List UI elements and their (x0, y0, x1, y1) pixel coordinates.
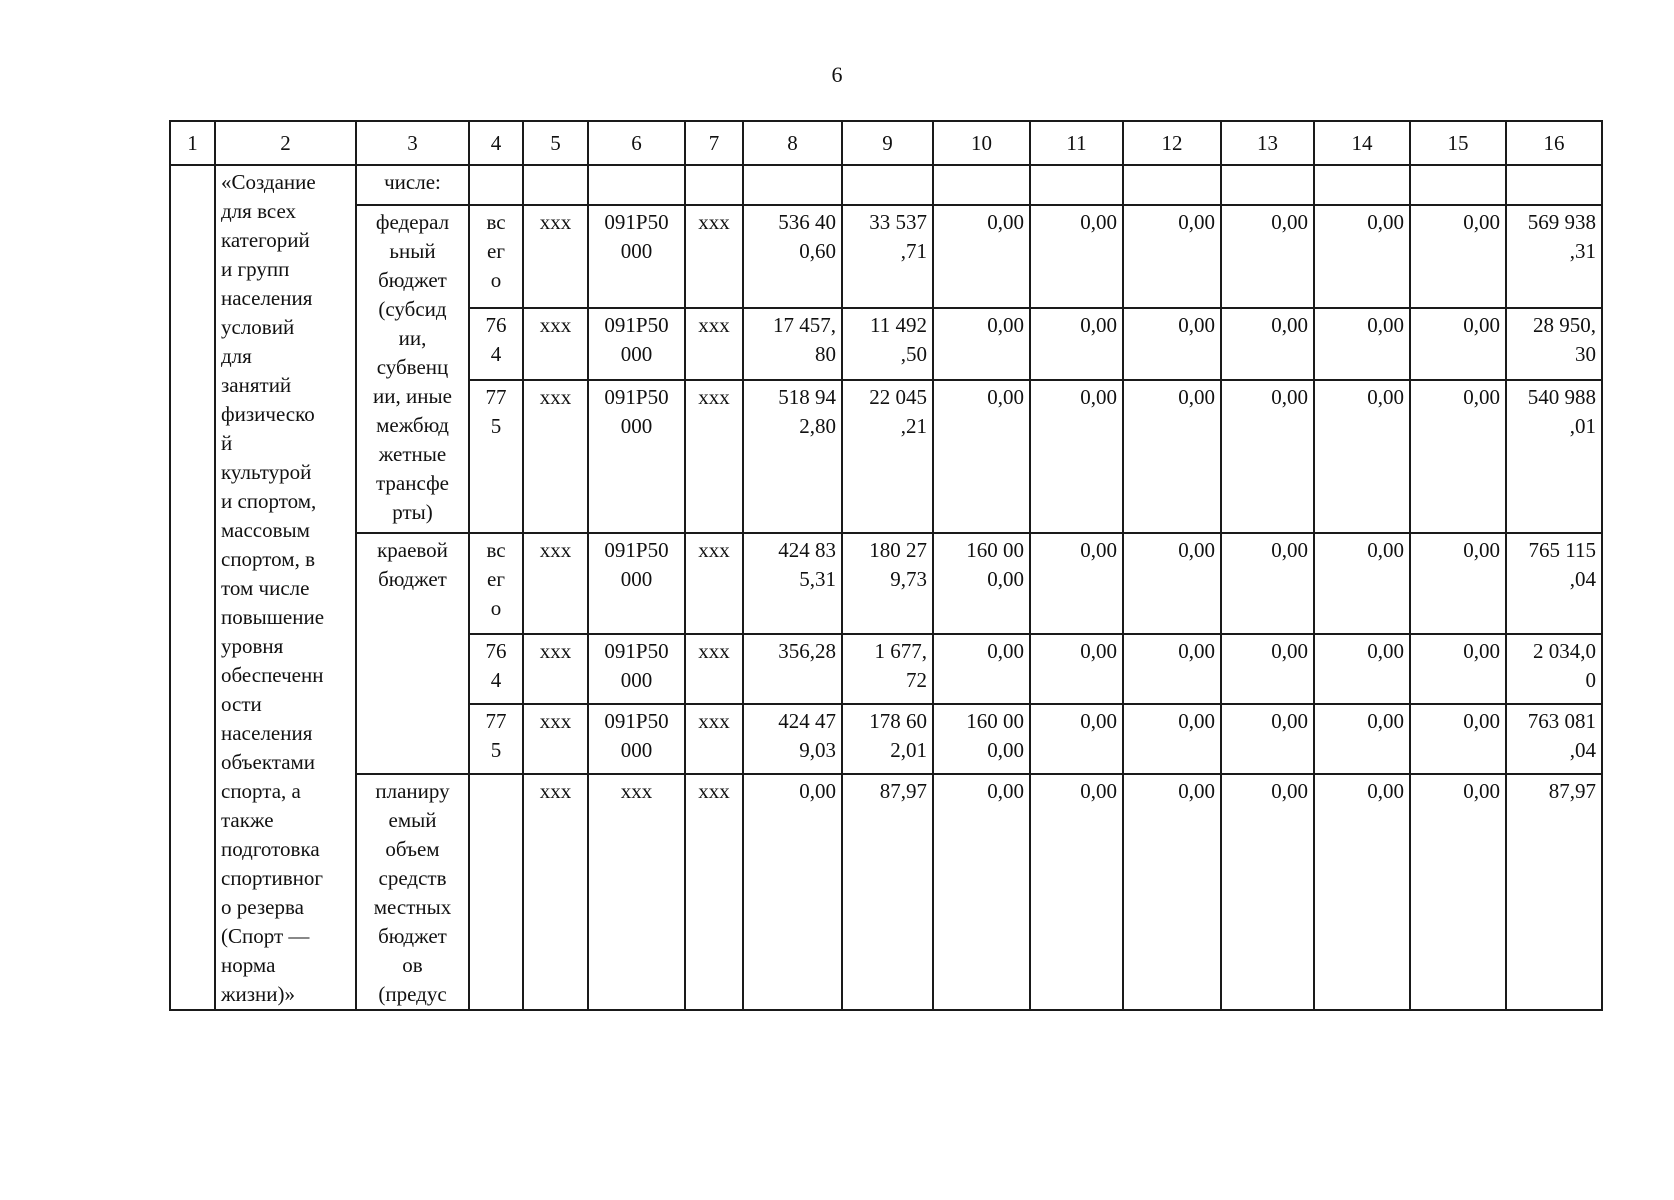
cell-col14: 0,00 (1314, 704, 1410, 774)
cell-col12: 0,00 (1123, 774, 1221, 1010)
cell-line: для (221, 344, 252, 368)
cell-col9 (842, 205, 933, 308)
cell-line: 0,00 (987, 313, 1024, 338)
cell-col4 (469, 774, 523, 1010)
empty-cell-col16 (1506, 165, 1602, 205)
cell-line: 2,01 (890, 738, 927, 762)
cell-col16 (1506, 308, 1602, 379)
cell-line: ег (487, 566, 505, 591)
source-federal (356, 205, 469, 533)
cell-line: 000 (620, 566, 653, 591)
cell-line: уровня (221, 634, 284, 658)
cell-col12: 0,00 (1123, 380, 1221, 533)
cell-line: 091Р50 (604, 210, 669, 234)
cell-line: жетные (378, 442, 447, 466)
cell-col15: 0,00 (1410, 205, 1506, 308)
cell-col16 (1506, 533, 1602, 635)
cell-col15: 0,00 (1410, 704, 1506, 774)
cell-line: ,04 (1569, 738, 1596, 762)
cell-line: 9,73 (890, 566, 927, 591)
cell-col7: ххх (685, 205, 743, 308)
cell-col7: ххх (685, 774, 743, 1010)
source-local (356, 774, 469, 1010)
empty-cell-col12 (1123, 165, 1221, 205)
cell-line: 765 115 (1528, 537, 1596, 562)
cell-col4 (469, 380, 523, 533)
cell-line: массовым (221, 518, 310, 542)
cell-line: 424 47 (778, 709, 836, 733)
header-col-14: 14 (1314, 121, 1410, 165)
cell-line: 000 (620, 413, 653, 438)
cell-col11: 0,00 (1030, 634, 1123, 704)
cell-col5: ххх (523, 774, 588, 1010)
cell-line: ег (487, 239, 505, 263)
empty-cell-col8 (743, 165, 842, 205)
header-col-12: 12 (1123, 121, 1221, 165)
cell-col16 (1506, 205, 1602, 308)
cell-line: местных (373, 895, 452, 919)
cell-col10 (933, 774, 1030, 1010)
cell-line: вс (486, 537, 506, 562)
cell-line: подготовка (221, 837, 320, 861)
cell-line: объектами (221, 750, 316, 774)
cell-col6 (588, 704, 685, 774)
header-col-1: 1 (170, 121, 215, 165)
cell-line: 5 (490, 738, 502, 762)
cell-line: 80 (815, 342, 836, 367)
cell-col13: 0,00 (1221, 533, 1314, 635)
cell-line: 160 00 (966, 537, 1024, 562)
cell-col8 (743, 634, 842, 704)
cell-line: 180 27 (869, 537, 927, 562)
cell-line: 763 081 (1527, 709, 1596, 733)
cell-col5: ххх (523, 704, 588, 774)
cell-line: 000 (620, 342, 653, 367)
table-row (170, 165, 1602, 205)
cell-col14: 0,00 (1314, 380, 1410, 533)
cell-col8 (743, 205, 842, 308)
cell-line: 091Р50 (604, 313, 669, 338)
intro-text: числе: (356, 165, 469, 205)
cell-line: объем (385, 837, 440, 861)
cell-col14: 0,00 (1314, 774, 1410, 1010)
cell-col9 (842, 774, 933, 1010)
cell-line: ьный (389, 239, 436, 263)
cell-line: 356,28 (778, 639, 836, 663)
cell-line: 87,97 (879, 779, 927, 803)
table-row (170, 774, 1602, 1010)
cell-line: норма (221, 953, 276, 977)
cell-line: о (490, 268, 502, 292)
cell-line: 0,00 (987, 779, 1024, 803)
empty-cell-col5 (523, 165, 588, 205)
cell-line (475, 777, 517, 806)
cell-line: 33 537 (869, 210, 927, 234)
cell-line: емый (388, 808, 437, 832)
empty-cell-col10 (933, 165, 1030, 205)
cell-line: 0,00 (987, 639, 1024, 663)
cell-col6 (588, 380, 685, 533)
cell-line: 091Р50 (604, 384, 669, 409)
cell-line: и групп (221, 257, 290, 281)
table-row (170, 205, 1602, 308)
cell-line: жизни)» (221, 982, 296, 1006)
cell-col4 (469, 308, 523, 379)
cell-line: рты) (392, 500, 433, 524)
cell-line: 0,60 (799, 239, 836, 263)
cell-line: 091Р50 (604, 639, 669, 663)
cell-line: культурой (221, 460, 312, 484)
cell-col12: 0,00 (1123, 205, 1221, 308)
cell-col8 (743, 308, 842, 379)
cell-col11: 0,00 (1030, 380, 1123, 533)
cell-col9 (842, 308, 933, 379)
header-col-5: 5 (523, 121, 588, 165)
cell-col10 (933, 380, 1030, 533)
cell-line: 0,00 (987, 384, 1024, 409)
cell-line: краевой (377, 537, 448, 562)
cell-col14: 0,00 (1314, 308, 1410, 379)
cell-line: спорта, а (221, 779, 301, 803)
cell-line: 77 (485, 709, 507, 733)
cell-line: 000 (620, 239, 653, 263)
cell-line: 77 (485, 384, 507, 409)
cell-line: ,50 (900, 342, 927, 367)
cell-col4 (469, 533, 523, 635)
cell-line: 0,00 (987, 210, 1024, 234)
cell-line: бюджет (378, 924, 447, 948)
cell-col4 (469, 634, 523, 704)
cell-line: й (221, 431, 233, 455)
header-col-10: 10 (933, 121, 1030, 165)
empty-cell-col6 (588, 165, 685, 205)
cell-col14: 0,00 (1314, 634, 1410, 704)
cell-line: вс (486, 210, 506, 234)
cell-col7: ххх (685, 308, 743, 379)
cell-line: 4 (490, 342, 502, 367)
empty-cell-col15 (1410, 165, 1506, 205)
cell-line: 17 457, (773, 313, 836, 338)
cell-col10 (933, 634, 1030, 704)
cell-line: ххх (620, 779, 653, 803)
cell-col15: 0,00 (1410, 774, 1506, 1010)
cell-line: (субсид (378, 297, 447, 321)
cell-line: межбюд (376, 413, 449, 437)
cell-line: 22 045 (869, 384, 927, 409)
header-col-8: 8 (743, 121, 842, 165)
cell-col7: ххх (685, 380, 743, 533)
cell-col15: 0,00 (1410, 380, 1506, 533)
cell-line: (Спорт — (221, 924, 310, 948)
header-col-9: 9 (842, 121, 933, 165)
cell-line: ,01 (1569, 413, 1596, 438)
cell-line: 000 (620, 668, 653, 692)
cell-line: ии, иные (373, 384, 452, 408)
cell-line: «Создание (221, 170, 316, 194)
empty-cell-col11 (1030, 165, 1123, 205)
cell-line: ,21 (900, 413, 927, 438)
header-col-3: 3 (356, 121, 469, 165)
cell-line: 1 677, (874, 639, 927, 663)
cell-line: населения (221, 721, 313, 745)
cell-col10 (933, 533, 1030, 635)
cell-col16 (1506, 634, 1602, 704)
header-col-2: 2 (215, 121, 356, 165)
cell-line: планиру (375, 779, 450, 803)
cell-col8 (743, 704, 842, 774)
cell-line: 0,00 (987, 566, 1024, 591)
col1-blank (170, 165, 215, 1010)
cell-line: 424 83 (778, 537, 836, 562)
empty-cell-col9 (842, 165, 933, 205)
header-row (170, 121, 1602, 165)
cell-line: 5 (490, 413, 502, 438)
cell-col13: 0,00 (1221, 205, 1314, 308)
cell-line: о резерва (221, 895, 304, 919)
cell-line: бюджет (378, 566, 447, 591)
cell-col16 (1506, 774, 1602, 1010)
cell-col13: 0,00 (1221, 704, 1314, 774)
cell-col11: 0,00 (1030, 774, 1123, 1010)
cell-col12: 0,00 (1123, 634, 1221, 704)
header-col-13: 13 (1221, 121, 1314, 165)
cell-col6 (588, 533, 685, 635)
cell-col10 (933, 205, 1030, 308)
budget-table (169, 120, 1603, 1011)
cell-line: ,31 (1569, 239, 1596, 263)
cell-col16 (1506, 380, 1602, 533)
cell-line: 000 (620, 738, 653, 762)
cell-col6 (588, 205, 685, 308)
cell-line: 11 492 (870, 313, 927, 338)
cell-line: населения (221, 286, 313, 310)
cell-line: 9,03 (799, 738, 836, 762)
cell-line: 178 60 (869, 709, 927, 733)
cell-col5: ххх (523, 533, 588, 635)
measure-name (215, 165, 356, 1010)
cell-line: 2 034,0 (1533, 639, 1596, 663)
cell-col6 (588, 774, 685, 1010)
cell-col10 (933, 308, 1030, 379)
header-col-16: 16 (1506, 121, 1602, 165)
cell-col11: 0,00 (1030, 205, 1123, 308)
cell-line: физическо (221, 402, 315, 426)
cell-col5: ххх (523, 380, 588, 533)
cell-col8 (743, 380, 842, 533)
cell-col9 (842, 704, 933, 774)
cell-line: 28 950, (1533, 313, 1596, 338)
cell-line: 30 (1575, 342, 1596, 367)
cell-col6 (588, 634, 685, 704)
cell-col15: 0,00 (1410, 634, 1506, 704)
cell-line: 536 40 (778, 210, 836, 234)
cell-line: ов (402, 953, 423, 977)
cell-col12: 0,00 (1123, 308, 1221, 379)
cell-line: 0,00 (987, 738, 1024, 762)
cell-col6 (588, 308, 685, 379)
cell-col12: 0,00 (1123, 533, 1221, 635)
source-regional (356, 533, 469, 775)
cell-line: ии, (398, 326, 427, 350)
page-number: 6 (831, 62, 843, 87)
cell-col15: 0,00 (1410, 533, 1506, 635)
cell-col4 (469, 205, 523, 308)
cell-line: спортивног (221, 866, 323, 890)
cell-col10 (933, 704, 1030, 774)
cell-line: 160 00 (966, 709, 1024, 733)
cell-col5: ххх (523, 205, 588, 308)
cell-line: для всех (221, 199, 296, 223)
cell-col5: ххх (523, 634, 588, 704)
empty-cell-col14 (1314, 165, 1410, 205)
cell-line: 0 (1585, 668, 1596, 692)
cell-line: ости (221, 692, 262, 716)
cell-line: 5,31 (799, 566, 836, 591)
cell-line: 540 988 (1527, 384, 1596, 409)
cell-line: бюджет (378, 268, 447, 292)
cell-line: занятий (221, 373, 292, 397)
cell-col13: 0,00 (1221, 380, 1314, 533)
cell-line: 091Р50 (604, 709, 669, 733)
cell-col5: ххх (523, 308, 588, 379)
cell-line: 518 94 (778, 384, 836, 409)
cell-line: 76 (485, 639, 507, 663)
cell-line: 2,80 (799, 413, 836, 438)
cell-line: ,71 (900, 239, 927, 263)
table-row (170, 533, 1602, 635)
cell-line: 72 (906, 668, 927, 692)
cell-line: повышение (221, 605, 325, 629)
cell-col11: 0,00 (1030, 308, 1123, 379)
cell-col11: 0,00 (1030, 533, 1123, 635)
cell-line: том числе (221, 576, 310, 600)
cell-col9 (842, 533, 933, 635)
cell-col9 (842, 380, 933, 533)
empty-cell-col7 (685, 165, 743, 205)
cell-line: условий (221, 315, 295, 339)
empty-cell-col4 (469, 165, 523, 205)
cell-col12: 0,00 (1123, 704, 1221, 774)
cell-line: спортом, в (221, 547, 315, 571)
cell-line: 4 (490, 668, 502, 692)
header-col-4: 4 (469, 121, 523, 165)
cell-col13: 0,00 (1221, 308, 1314, 379)
cell-line: федерал (375, 210, 450, 234)
cell-line: о (490, 595, 502, 620)
cell-col13: 0,00 (1221, 634, 1314, 704)
cell-col14: 0,00 (1314, 533, 1410, 635)
cell-col7: ххх (685, 533, 743, 635)
cell-col7: ххх (685, 704, 743, 774)
header-col-11: 11 (1030, 121, 1123, 165)
cell-col13: 0,00 (1221, 774, 1314, 1010)
cell-col15: 0,00 (1410, 308, 1506, 379)
cell-col8 (743, 533, 842, 635)
cell-line: категорий (221, 228, 310, 252)
header-col-6: 6 (588, 121, 685, 165)
cell-line: 76 (485, 313, 507, 338)
header-col-7: 7 (685, 121, 743, 165)
cell-line: средств (378, 866, 447, 890)
cell-col16 (1506, 704, 1602, 774)
empty-cell-col13 (1221, 165, 1314, 205)
cell-col7: ххх (685, 634, 743, 704)
cell-col9 (842, 634, 933, 704)
cell-line: и спортом, (221, 489, 317, 513)
cell-line: 091Р50 (604, 537, 669, 562)
cell-line: ,04 (1569, 566, 1596, 591)
cell-line: обеспеченн (221, 663, 324, 687)
cell-line: также (221, 808, 274, 832)
cell-col11: 0,00 (1030, 704, 1123, 774)
cell-line: 0,00 (799, 779, 836, 803)
cell-line: трансфе (376, 471, 449, 495)
cell-line: 87,97 (1548, 779, 1596, 803)
cell-col8 (743, 774, 842, 1010)
cell-col14: 0,00 (1314, 205, 1410, 308)
header-col-15: 15 (1410, 121, 1506, 165)
cell-line: субвенц (376, 355, 449, 379)
cell-line: (предус (378, 982, 447, 1006)
cell-line: 569 938 (1527, 210, 1596, 234)
cell-col4 (469, 704, 523, 774)
